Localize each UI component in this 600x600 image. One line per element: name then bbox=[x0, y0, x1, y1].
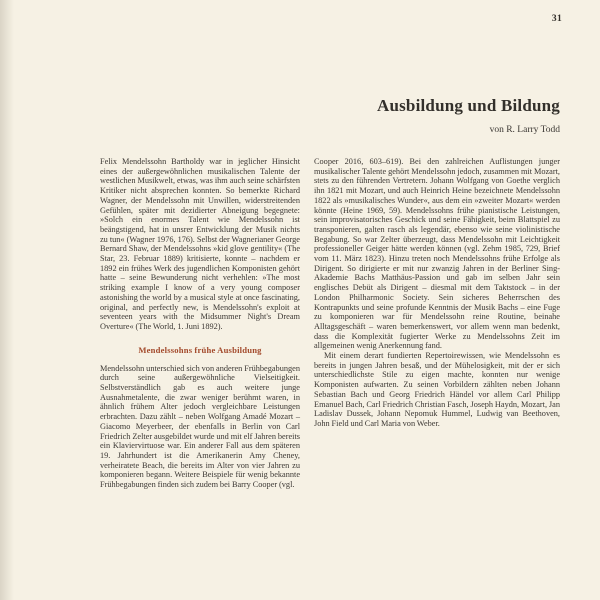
paragraph-repertoire: Mit einem derart fundierten Repertoirewissen, wie Mendelssohn es bereits in jungen Jahren besaß, und der Mühelosigkeit, mit der er sich unterschiedlichste Stile zu eigen machte, konnten nur wenige Komponisten aufwarten. Zu seinen Vorbildern zählten neben Johann Sebastian Bach und Georg Friedrich Händel vor allem Carl Philipp Emanuel Bach, Carl Friedrich Christian Fasch, Joseph Haydn, Mozart, Jan Ladislav Dussek, Johann Nepomuk Hummel, Ludwig van Beethoven, John Field und Carl Maria von Weber. bbox=[314, 351, 560, 428]
section-heading: Mendelssohns frühe Ausbildung bbox=[138, 344, 262, 355]
text-columns bbox=[100, 157, 560, 490]
chapter-title: Ausbildung und Bildung bbox=[376, 96, 560, 115]
paragraph-talents: Cooper 2016, 603–619). Bei den zahlreichen Auflistungen junger musikalischer Talente gehört Mendelssohn jedoch, zusammen mit Mozart, stets zu den führenden Vertretern. Johann Wolfgang von Goethe verglich ihn 1821 mit Mozart, und auch Heinrich Heine bezeichnete Mendelssohn 1822 als »musikalisches Wunder«, aus dem ein »zweiter Mozart« werden könnte (Heine 1969, 59). Mendelssohns frühe pianistische Leistungen, sein improvisatorisches Geschick und seine Fähigkeit, beim Blattspiel zu transponieren, galten rasch als legendär, ebenso wie seine violinistische Begabung. So war Zelter überzeugt, dass Mendelssohn mit Leichtigkeit professioneller Geiger hätte werden können (vgl. Zehm 1985, 729, Brief vom 11. März 1823). Hinzu treten noch Mendelssohns frühe Erfolge als Dirigent. So dirigierte er mit nur zwanzig Jahren in der Berliner Sing-Akademie Bachs Matthäus-Passion und gab im selben Jahr sein englisches Debüt als Dirigent – diesmal mit dem Taktstock – in der London Philharmonic Society. Sein sicheres Beherrschen des Kontrapunkts und seine profunde Kenntnis der Musik Bachs – eine Fuge zu komponieren war für Mendelssohn reine Routine, beinahe Alltagsgeschäft – waren bemerkenswert, vor allem wenn man bedenkt, dass die Komplexität fugierter Werke zu Mendelssohns Zeit im allgemeinen wenig Anerkennung fand. bbox=[314, 157, 560, 351]
chapter-byline: von R. Larry Todd bbox=[489, 125, 560, 135]
left-column bbox=[100, 157, 300, 490]
paragraph-early-education: Mendelssohn unterschied sich von anderen Frühbegabungen durch seine außergewöhnliche Vielseitigkeit. Selbstverständlich gab es auch weitere junge Ausnahmetalente, die zwar weniger berühmt waren, in ähnlich frühem Alter jedoch vergleichbare Leistungen erbrachten. Dazu zählt – neben Wolfgang Amadé Mozart – Giacomo Meyerbeer, der ebenfalls in Berlin von Carl Friedrich Zelter ausgebildet wurde und mit elf Jahren bereits ein Klaviervirtuose war. Ein anderer Fall aus dem späteren 19. Jahrhundert ist die Amerikanerin Amy Cheney, verheiratete Beach, die bereits im Alter von vier Jahren zu komponieren begann. Weitere Beispiele für wenig bekannte Frühbegabungen finden sich zudem bei Barry Cooper (vgl. bbox=[100, 363, 300, 490]
paragraph-intro: Felix Mendelssohn Bartholdy war in jeglicher Hinsicht eines der außergewöhnlichen musikalischen Talente der westlichen Musikwelt, etwas, was ihm auch seine schärfsten Kritiker nicht absprechen konnten. So bemerkte Richard Wagner, der Mendelssohn mit Unwillen, widerstreitenden Gefühlen, später mit dezidierter Abneigung begegnete: »Solch ein enormes Talent wie Mendelssohn ist beängstigend, hat in unsrer Entwicklung der Musik nichts zu tun« (Wagner 1976, 176). Selbst der Wagnerianer George Bernard Shaw, der Mendelssohns »kid glove gentility« (The Star, 23. Februar 1889) kritisierte, konnte – nachdem er 1892 ein frühes Werk des jugendlichen Komponisten gehört hatte – seine Bewunderung nicht verhehlen: »The most striking example I know of a very young composer astonishing the world by a musical style at once fascinating, original, and perfectly new, is Mendelssohn's exploit at seventeen years with the Midsummer Night's Dream Overture« (The World, 1. Juni 1892). bbox=[100, 157, 300, 331]
page-number: 31 bbox=[551, 14, 562, 24]
right-column bbox=[314, 157, 560, 490]
